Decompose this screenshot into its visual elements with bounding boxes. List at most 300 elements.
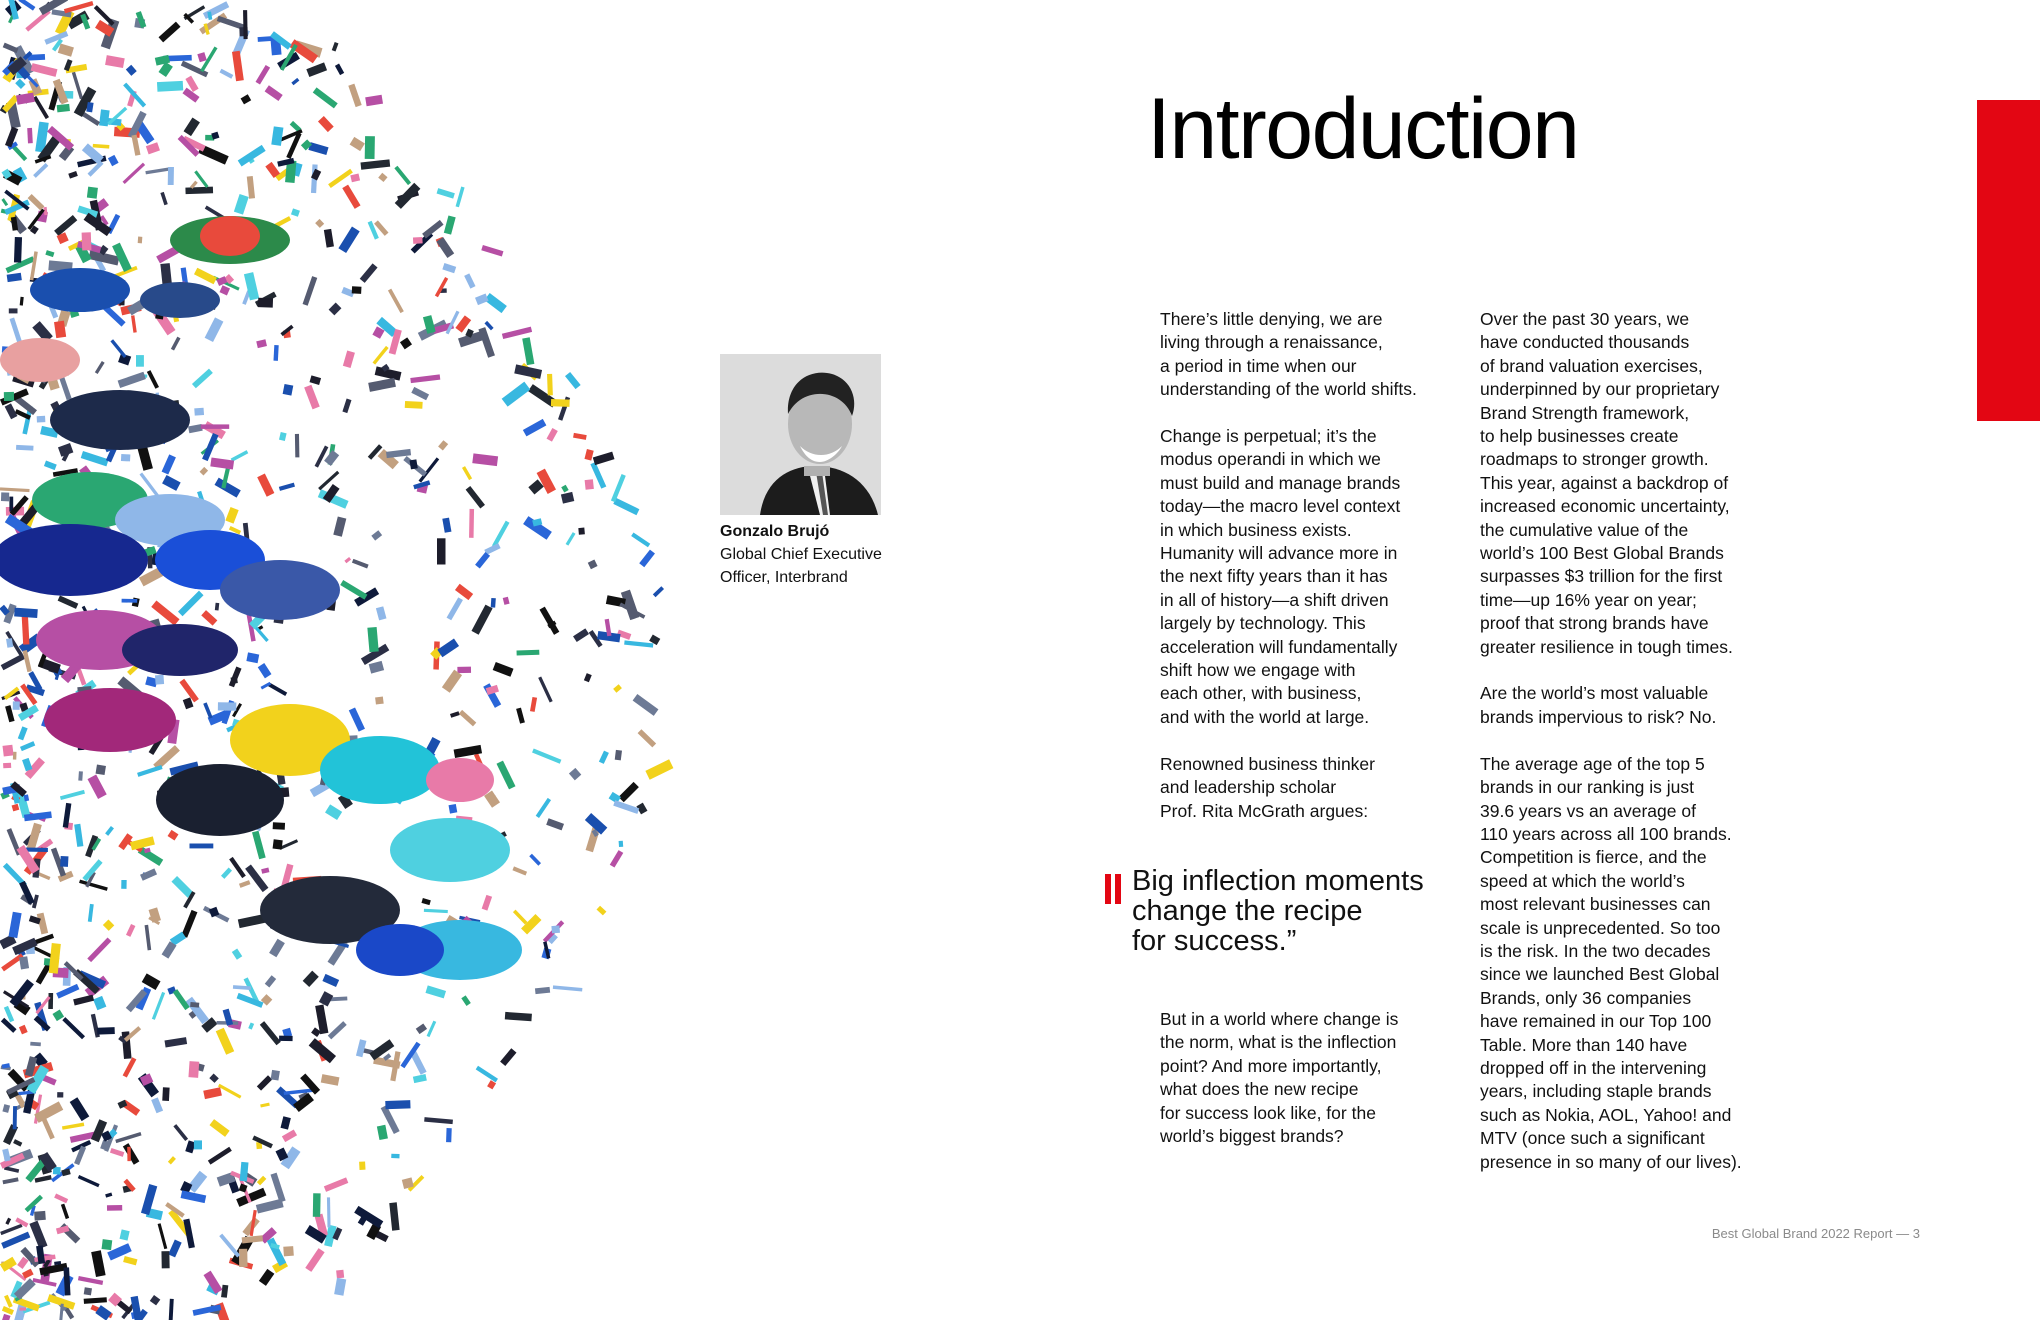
collage-fragment xyxy=(416,1023,427,1034)
collage-fragment xyxy=(472,453,498,466)
collage-fragment xyxy=(462,466,472,480)
collage-fragment xyxy=(578,528,585,535)
collage-fragment xyxy=(31,63,58,77)
collage-fragment xyxy=(95,361,105,374)
collage-fragment xyxy=(61,1168,70,1176)
collage-fragment xyxy=(514,364,542,378)
collage-fragment xyxy=(181,910,197,938)
collage-fragment xyxy=(588,560,598,570)
collage-fragment xyxy=(103,919,114,930)
collage-fragment xyxy=(150,1295,161,1305)
collage-fragment xyxy=(466,486,485,508)
collage-fragment xyxy=(225,507,238,524)
collage-fragment xyxy=(145,167,169,174)
collage-fragment xyxy=(147,370,159,389)
collage-fragment xyxy=(400,337,412,349)
collage-fragment xyxy=(256,65,271,85)
collage-fragment xyxy=(471,605,492,635)
collage-fragment xyxy=(315,445,329,467)
collage-fragment xyxy=(436,237,454,258)
collage-fragment xyxy=(438,440,448,450)
collage-fragment xyxy=(221,868,232,879)
collage-fragment xyxy=(258,36,273,42)
collage-fragment xyxy=(551,399,570,407)
collage-fragment xyxy=(35,1175,52,1183)
collage-fragment xyxy=(584,673,592,682)
collage-fragment xyxy=(20,297,24,306)
collage-fragment xyxy=(194,170,208,188)
collage-fragment xyxy=(247,176,255,199)
collage-fragment xyxy=(84,1287,92,1295)
collage-fragment xyxy=(9,308,18,313)
collage-fragment xyxy=(328,169,353,188)
collage-fragment xyxy=(348,84,361,107)
collage-fragment xyxy=(26,848,48,852)
collage-fragment xyxy=(210,457,234,469)
collage-fragment xyxy=(78,1276,103,1285)
collage-fragment xyxy=(2,745,13,757)
collage-fragment xyxy=(469,509,474,538)
collage-fragment xyxy=(444,215,456,234)
collage-fragment xyxy=(162,454,176,474)
collage-fragment xyxy=(618,782,638,802)
collage-fragment xyxy=(476,1066,498,1083)
collage-fragment xyxy=(14,237,22,263)
collage-fragment xyxy=(378,173,387,182)
collage-fragment xyxy=(265,975,276,987)
collage-fragment xyxy=(82,232,92,250)
collage-fragment xyxy=(271,126,283,146)
collage-fragment xyxy=(523,419,547,437)
collage-fragment xyxy=(611,474,626,502)
collage-fragment xyxy=(516,708,525,724)
collage-fragment xyxy=(257,474,274,497)
collage-fragment xyxy=(127,1147,131,1161)
collage-fragment xyxy=(427,1021,437,1038)
collage-fragment xyxy=(131,315,137,333)
collage-fragment xyxy=(108,155,119,166)
collage-fragment xyxy=(615,750,622,761)
collage-fragment xyxy=(239,880,251,888)
collage-fragment xyxy=(88,904,94,922)
collage-fragment xyxy=(369,1039,394,1060)
collage-fragment xyxy=(171,337,181,351)
collage-fragment xyxy=(208,1147,232,1165)
collage-fragment xyxy=(334,1278,346,1296)
collage-fragment xyxy=(158,1223,168,1249)
collage-fragment xyxy=(155,675,164,685)
collage-fragment xyxy=(136,355,144,367)
collage-fragment xyxy=(446,311,460,335)
collage-fragment xyxy=(30,1042,41,1047)
collage-fragment xyxy=(442,263,456,273)
collage-fragment xyxy=(64,1,94,13)
collage-fragment xyxy=(536,798,551,818)
collage-fragment xyxy=(123,83,146,108)
collage-fragment xyxy=(152,992,165,1020)
collage-fragment xyxy=(376,606,387,620)
collage-fragment xyxy=(333,517,346,537)
collage-fragment xyxy=(168,167,174,185)
collage-fragment xyxy=(261,868,269,874)
collage-fragment xyxy=(484,293,507,313)
collage-fragment xyxy=(283,1246,294,1256)
collage-fragment xyxy=(17,1257,28,1269)
collage-fragment xyxy=(344,557,351,563)
collage-fragment xyxy=(185,997,209,1024)
collage-fragment xyxy=(173,989,190,1010)
collage-fragment xyxy=(4,392,14,401)
collage-fragment xyxy=(70,1097,90,1121)
collage-fragment xyxy=(319,991,333,1006)
collage-fragment xyxy=(0,487,30,492)
collage-fragment xyxy=(5,1218,11,1225)
collage-fragment xyxy=(613,498,639,515)
collage-fragment xyxy=(73,995,94,1006)
collage-fragment xyxy=(93,996,106,1010)
collage-fragment xyxy=(162,1087,169,1101)
collage-fragment xyxy=(105,55,125,68)
collage-fragment xyxy=(343,351,355,368)
collage-fragment xyxy=(209,1119,229,1137)
collage-fragment xyxy=(209,1073,218,1082)
collage-fragment xyxy=(188,424,203,433)
collage-fragment xyxy=(0,1224,22,1235)
collage-fragment xyxy=(2,1177,18,1184)
collage-fragment xyxy=(4,1295,13,1308)
collage-fragment xyxy=(61,1204,69,1219)
collage-fragment xyxy=(481,245,503,257)
collage-fragment xyxy=(425,985,446,998)
collage-fragment xyxy=(118,372,146,388)
collage-fragment xyxy=(96,765,106,776)
collage-fragment xyxy=(13,701,20,710)
collage-fragment xyxy=(33,163,48,178)
collage-fragment xyxy=(168,830,179,841)
collage-fragment xyxy=(164,1037,187,1047)
collage-fragment xyxy=(232,948,242,959)
collage-fragment xyxy=(624,640,653,647)
collage-fragment xyxy=(502,327,532,339)
collage-fragment xyxy=(327,1197,331,1227)
collage-fragment xyxy=(283,384,294,396)
collage-fragment xyxy=(447,597,463,620)
collage-fragment xyxy=(91,1250,105,1277)
collage-fragment xyxy=(57,104,70,112)
collage-fragment xyxy=(252,1136,273,1149)
collage-fragment xyxy=(87,187,98,199)
collage-fragment xyxy=(19,956,29,969)
collage-fragment xyxy=(446,1128,452,1142)
pull-quote-text: Big inflection moments change the recipe for success.” xyxy=(1132,865,1424,957)
collage-fragment xyxy=(324,1177,348,1191)
collage-fragment xyxy=(237,993,264,1008)
quote-mark-icon xyxy=(1105,874,1121,904)
collage-fragment xyxy=(45,250,54,257)
collage-fragment xyxy=(569,768,581,780)
collage-fragment xyxy=(599,751,609,764)
collage-fragment xyxy=(377,1125,388,1140)
collage-fragment xyxy=(8,912,21,938)
collage-fragment xyxy=(269,939,285,958)
collage-fragment xyxy=(449,804,458,814)
collage-fragment xyxy=(342,185,360,209)
collage-fragment xyxy=(267,1238,286,1267)
collage-fragment xyxy=(192,369,213,389)
collage-fragment xyxy=(16,92,35,104)
collage-fragment xyxy=(3,43,19,53)
collage-fragment xyxy=(218,702,237,711)
portrait-photo xyxy=(720,354,881,515)
collage-fragment xyxy=(81,451,109,466)
collage-fragment xyxy=(349,707,365,731)
collage-fragment xyxy=(123,1256,137,1265)
collage-fragment xyxy=(58,595,79,608)
umbrella-collage-image xyxy=(0,0,690,1320)
collage-fragment xyxy=(52,1010,64,1022)
collage-fragment xyxy=(205,317,224,342)
collage-fragment xyxy=(122,599,138,603)
collage-fragment xyxy=(181,1190,207,1203)
collage-fragment xyxy=(336,1270,344,1279)
collage-fragment xyxy=(169,1299,174,1320)
collage-fragment xyxy=(464,273,475,288)
collage-fragment xyxy=(321,1074,340,1086)
collage-fragment xyxy=(110,339,126,358)
collage-fragment xyxy=(121,880,126,889)
collage-fragment xyxy=(201,424,229,429)
collage-fragment xyxy=(168,1240,181,1258)
collage-fragment xyxy=(352,559,369,569)
collage-fragment xyxy=(5,403,18,419)
collage-fragment xyxy=(16,445,34,451)
collage-fragment xyxy=(259,1269,274,1286)
collage-fragment xyxy=(324,450,339,466)
collage-fragment xyxy=(279,1036,293,1041)
collage-fragment xyxy=(365,95,383,106)
collage-fragment xyxy=(315,219,324,228)
collage-fragment xyxy=(229,857,246,878)
collage-fragment xyxy=(105,1192,112,1197)
collage-fragment xyxy=(324,229,334,248)
paragraph: Over the past 30 years, we have conducted thousands of brand valuation exercises, underpinned by our proprietary Brand Strength framework, to help businesses create roadmaps to stronger growth. This year, against a backdrop of increased economic uncertainty, the cumulative value of the world’s 100 Best Global Brands surpasses $3 trillion for the first time—up 16% year on year; proof that strong brands have greater resilience in tough times. xyxy=(1480,309,1733,657)
collage-fragment xyxy=(375,697,384,705)
collage-fragment xyxy=(56,984,79,999)
collage-fragment xyxy=(12,804,20,812)
collage-fragment xyxy=(168,1156,176,1164)
collage-fragment xyxy=(354,1206,383,1228)
collage-fragment xyxy=(619,841,624,847)
collage-fragment xyxy=(260,1103,270,1108)
collage-fragment xyxy=(22,758,32,771)
collage-fragment xyxy=(33,96,49,119)
collage-fragment xyxy=(219,69,233,79)
collage-fragment xyxy=(28,194,45,211)
collage-fragment xyxy=(60,790,85,800)
page-footer: Best Global Brand 2022 Report — 3 xyxy=(1711,1226,1920,1241)
collage-fragment xyxy=(19,1025,28,1035)
collage-fragment xyxy=(4,1166,19,1173)
collage-fragment xyxy=(367,627,378,652)
collage-fragment xyxy=(185,187,213,195)
collage-fragment xyxy=(110,1148,124,1157)
collage-fragment xyxy=(645,759,673,779)
collage-fragment xyxy=(199,13,227,35)
collage-fragment xyxy=(221,1285,228,1298)
collage-fragment xyxy=(123,1057,137,1077)
portrait-caption xyxy=(720,520,920,589)
collage-fragment xyxy=(54,1193,68,1203)
collage-fragment xyxy=(60,856,68,867)
collage-fragment xyxy=(1,654,25,671)
collage-fragment xyxy=(573,433,587,440)
collage-fragment xyxy=(194,268,217,285)
collage-fragment xyxy=(493,662,514,677)
collage-fragment xyxy=(220,285,230,295)
collage-fragment xyxy=(146,142,160,154)
collage-fragment xyxy=(303,276,318,306)
collage-fragment xyxy=(161,1251,169,1268)
collage-fragment xyxy=(613,684,622,693)
collage-fragment xyxy=(239,1249,248,1267)
collage-fragment xyxy=(303,971,319,987)
collage-fragment xyxy=(171,876,193,898)
collage-fragment xyxy=(529,854,541,866)
body-column-left-continued xyxy=(1160,1008,1460,1172)
pull-quote xyxy=(1105,866,1445,956)
collage-fragment xyxy=(202,433,218,461)
collage-fragment xyxy=(291,78,299,85)
collage-fragment xyxy=(492,521,510,548)
collage-fragment xyxy=(360,263,378,282)
collage-fragment xyxy=(215,603,219,611)
collage-fragment xyxy=(356,1039,366,1057)
collage-fragment xyxy=(505,1012,532,1021)
collage-fragment xyxy=(496,761,515,790)
collage-fragment xyxy=(561,485,568,493)
collage-fragment xyxy=(342,399,351,414)
collage-fragment xyxy=(279,483,295,491)
collage-fragment xyxy=(532,749,561,764)
collage-fragment xyxy=(521,914,541,934)
collage-fragment xyxy=(424,909,448,913)
collage-fragment xyxy=(385,1100,410,1109)
collage-fragment xyxy=(313,87,338,108)
executive-name: Gonzalo Brujó xyxy=(720,523,830,540)
collage-fragment xyxy=(368,378,396,392)
collage-fragment xyxy=(256,339,267,348)
collage-fragment xyxy=(461,995,471,1006)
collage-fragment xyxy=(546,818,564,830)
collage-fragment xyxy=(13,752,17,760)
collage-fragment xyxy=(597,906,607,916)
collage-fragment xyxy=(243,10,248,39)
collage-fragment xyxy=(295,434,300,458)
collage-fragment xyxy=(561,492,574,504)
collage-fragment xyxy=(13,1139,22,1146)
collage-fragment xyxy=(57,1092,63,1097)
collage-fragment xyxy=(140,868,157,880)
collage-fragment xyxy=(388,289,404,313)
collage-fragment xyxy=(522,337,534,365)
collage-fragment xyxy=(350,174,360,183)
collage-fragment xyxy=(20,741,35,751)
paragraph: There’s little denying, we are living through a renaissance, a period in time when our understanding of the world shifts. xyxy=(1160,309,1417,400)
collage-fragment xyxy=(137,765,163,777)
collage-fragment xyxy=(160,192,167,205)
collage-fragment xyxy=(273,822,285,829)
collage-fragment xyxy=(279,432,287,441)
collage-fragment xyxy=(1,492,9,501)
collage-fragment xyxy=(394,166,411,185)
collage-fragment xyxy=(241,94,252,104)
collage-fragment xyxy=(371,530,382,540)
collage-fragment xyxy=(234,194,249,215)
collage-fragment xyxy=(442,518,451,533)
collage-fragment xyxy=(638,729,657,747)
collage-fragment xyxy=(318,116,334,132)
collage-fragment xyxy=(512,866,527,875)
collage-fragment xyxy=(437,538,446,564)
collage-fragment xyxy=(411,387,429,400)
collage-fragment xyxy=(421,898,430,905)
collage-fragment xyxy=(93,144,110,149)
collage-fragment xyxy=(450,711,460,718)
collage-fragment xyxy=(44,31,68,45)
collage-fragment xyxy=(328,1021,347,1039)
collage-fragment xyxy=(34,1211,46,1221)
collage-fragment xyxy=(84,1297,107,1304)
collage-fragment xyxy=(59,1223,80,1243)
collage-fragment xyxy=(246,652,259,663)
body-column-left xyxy=(1160,308,1460,846)
collage-fragment xyxy=(475,294,489,306)
collage-fragment xyxy=(437,188,455,198)
collage-fragment xyxy=(503,597,510,605)
collage-fragment xyxy=(30,251,38,280)
collage-fragment xyxy=(257,1176,267,1186)
collage-fragment xyxy=(159,22,181,43)
page-title: Introduction xyxy=(1147,81,1579,177)
collage-fragment xyxy=(15,79,25,89)
paragraph: Change is perpetual; it’s the modus operandi in which we must build and manage brands today—the macro level context in which business exists. Humanity will advance more in the next fifty years than it has in all of history—a shift driven largely by technology. This acceleration will fundamentally shift how we engage with each other, with business, and with the world at large. xyxy=(1160,426,1401,727)
executive-role: Global Chief Executive Officer, Interbrand xyxy=(720,546,882,586)
collage-fragment xyxy=(58,43,74,56)
body-column-right xyxy=(1480,308,1780,1197)
collage-fragment xyxy=(350,137,365,151)
collage-fragment xyxy=(200,467,209,476)
collage-fragment xyxy=(121,454,130,461)
collage-fragment xyxy=(72,72,83,99)
collage-fragment xyxy=(610,850,624,867)
collage-fragment xyxy=(369,661,384,674)
collage-fragment xyxy=(257,1075,272,1090)
collage-fragment xyxy=(107,1205,122,1211)
collage-fragment xyxy=(313,1193,321,1217)
collage-fragment xyxy=(1,198,8,206)
collage-fragment xyxy=(62,1122,84,1129)
collage-fragment xyxy=(373,346,389,365)
collage-fragment xyxy=(513,910,528,925)
collage-fragment xyxy=(48,993,53,1009)
collage-fragment xyxy=(238,145,266,167)
collage-fragment xyxy=(631,533,650,548)
paragraph: The average age of the top 5 brands in our ranking is just 39.6 years vs an average of 110 years across all 100 brands. Competition is fierce, and the speed at which the world’s most relevant businesses can scale is unprecedented. So too is the risk. In the two decades since we launched Best Global Brands, only 36 companies have remained in our Top 100 Table. More than 140 have dropped off in the intervening years, including staple brands such as Nokia, AOL, Yahoo! and MTV (once such a significant presence in so many of our lives). xyxy=(1480,753,1742,1172)
collage-fragment xyxy=(265,85,283,101)
collage-fragment xyxy=(551,925,560,933)
collage-fragment xyxy=(194,1140,202,1149)
collage-fragment xyxy=(102,1239,113,1250)
